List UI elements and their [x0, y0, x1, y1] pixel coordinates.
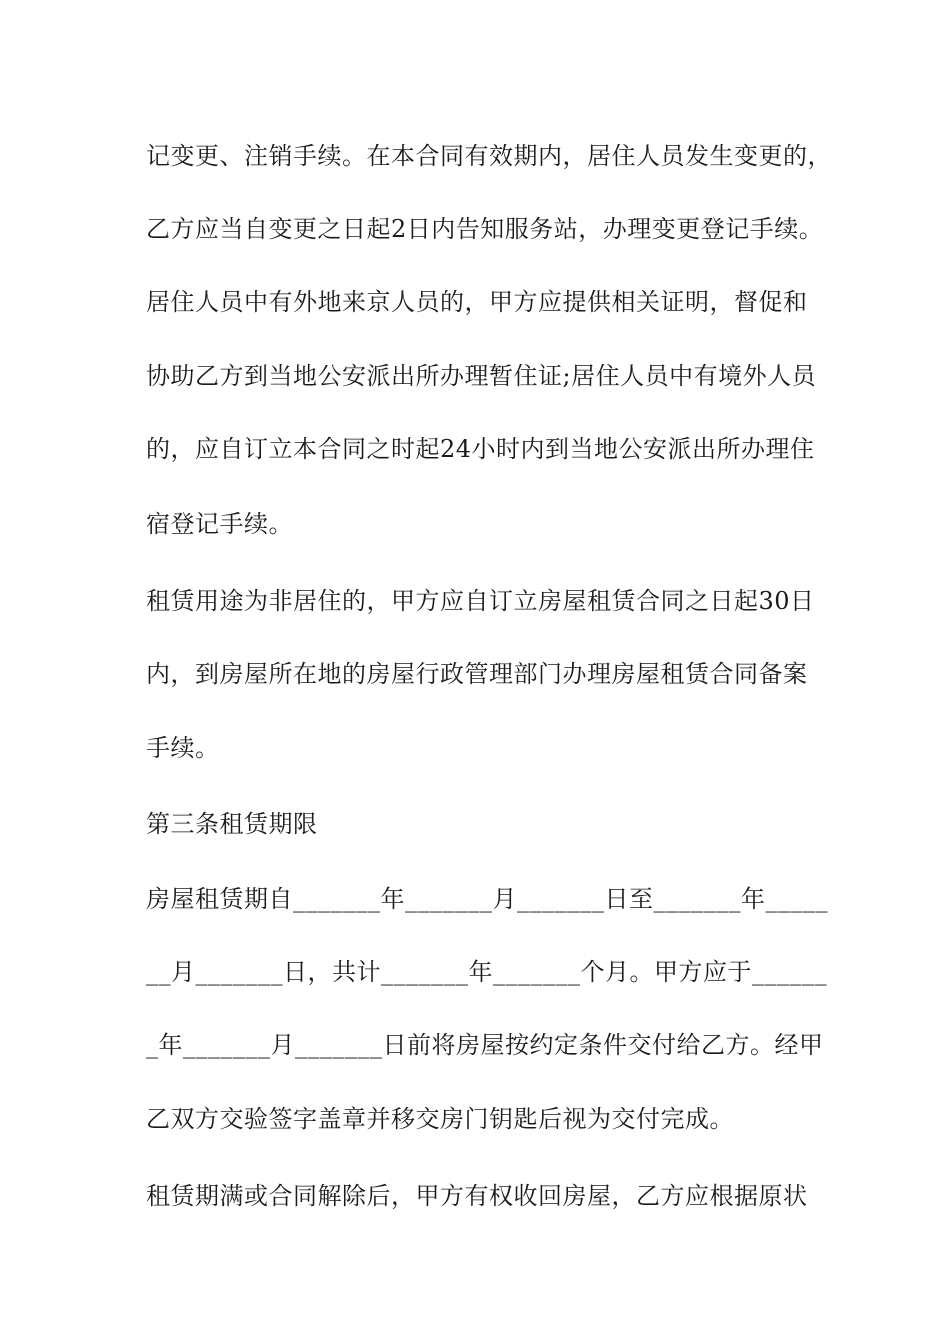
text-line: 租赁用途为非居住的，甲方应自订立房屋租赁合同之日起30日: [146, 587, 815, 615]
text-line: 居住人员中有外地来京人员的，甲方应提供相关证明，督促和: [146, 288, 808, 316]
text-line: _年_______月_______日前将房屋按约定条件交付给乙方。经甲: [146, 1031, 824, 1059]
text-line: 内，到房屋所在地的房屋行政管理部门办理房屋租赁合同备案: [146, 660, 808, 688]
text-line: 的，应自订立本合同之时起24小时内到当地公安派出所办理住: [146, 435, 815, 463]
text-line: 宿登记手续。: [146, 510, 293, 538]
text-line: 协助乙方到当地公安派出所办理暂住证;居住人员中有境外人员: [146, 362, 817, 390]
text-line: 乙双方交验签字盖章并移交房门钥匙后视为交付完成。: [146, 1105, 734, 1133]
text-line: 记变更、注销手续。在本合同有效期内，居住人员发生变更的，: [146, 142, 832, 170]
section-heading: 第三条租赁期限: [146, 810, 318, 838]
text-line: 乙方应当自变更之日起2日内告知服务站，办理变更登记手续。: [146, 215, 824, 243]
text-line: 房屋租赁期自_______年_______月_______日至_______年_____: [146, 885, 828, 913]
text-line: 手续。: [146, 734, 220, 762]
text-line: __月_______日，共计_______年_______个月。甲方应于______: [146, 958, 827, 986]
text-line: 租赁期满或合同解除后，甲方有权收回房屋，乙方应根据原状: [146, 1182, 808, 1210]
